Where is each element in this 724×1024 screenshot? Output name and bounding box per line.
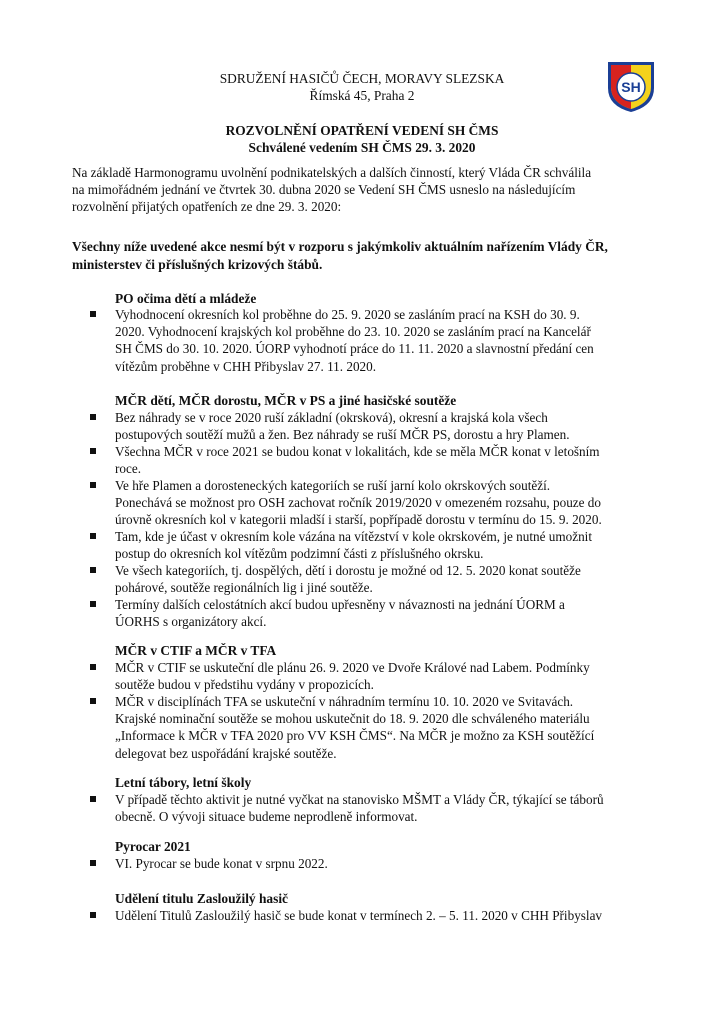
list-item-line: Ve všech kategoriích, tj. dospělých, dětí i dorostu je možné od 12. 5. 2020 konat soutěže bbox=[115, 563, 581, 578]
list-item-line: úrovně okresních kol v kategorii mladší i starší, popřípadě dorostu v termínu do 15. 9. 2020. bbox=[115, 512, 602, 528]
list-item-line: VI. Pyrocar se bude konat v srpnu 2022. bbox=[115, 856, 328, 871]
section-heading-mcr: MČR dětí, MČR dorostu, MČR v PS a jiné hasičské soutěže bbox=[115, 393, 457, 408]
logo-text: SH bbox=[621, 79, 641, 95]
bullet-icon bbox=[90, 796, 96, 802]
bullet-icon bbox=[90, 448, 96, 454]
warning-line: Všechny níže uvedené akce nesmí být v rozporu s jakýmkoliv aktuálním nařízením Vlády ČR, bbox=[72, 239, 608, 254]
list-item-line: ÚORHS s organizátory akcí. bbox=[115, 614, 267, 630]
list-item-line: soutěže budou v předstihu vydány v propozicích. bbox=[115, 677, 374, 693]
section-heading-po: PO očima dětí a mládeže bbox=[115, 291, 257, 306]
bullet-icon bbox=[90, 601, 96, 607]
bullet-icon bbox=[90, 414, 96, 420]
section-heading-titul: Udělení titulu Zasloužilý hasič bbox=[115, 891, 288, 906]
list-item-line: postup do okresních kol vítězům podzimní části z příslušného okrsku. bbox=[115, 546, 484, 562]
section-heading-tabory: Letní tábory, letní školy bbox=[115, 775, 252, 790]
list-item-line: 2020. Vyhodnocení krajských kol proběhne do 23. 10. 2020 se zasláním prací na Kancelář bbox=[115, 324, 591, 340]
bullet-icon bbox=[90, 860, 96, 866]
list-item-line: Všechna MČR v roce 2021 se budou konat v lokalitách, kde se měla MČR konat v letošním bbox=[115, 444, 600, 459]
list-item-line: postupových soutěží mužů a žen. Bez náhrady se ruší MČR PS, dorostu a hry Plamen. bbox=[115, 427, 570, 443]
document-title: ROZVOLNĚNÍ OPATŘENÍ VEDENÍ SH ČMS bbox=[225, 123, 499, 138]
list-item-line: Bez náhrady se v roce 2020 ruší základní (okrsková), okresní a krajská kola všech bbox=[115, 410, 548, 425]
bullet-icon bbox=[90, 912, 96, 918]
organization-name: SDRUŽENÍ HASIČŮ ČECH, MORAVY SLEZSKA bbox=[219, 71, 505, 86]
bullet-icon bbox=[90, 482, 96, 488]
list-item-line: „Informace k MČR v TFA 2020 pro VV KSH ČMS“. Na MČR je možno za KSH soutěžící bbox=[115, 728, 595, 744]
intro-line: na mimořádném jednání ve čtvrtek 30. dubna 2020 se Vedení SH ČMS usneslo na následujícím bbox=[72, 182, 576, 198]
list-item-line: Krajské nominační soutěže se mohou uskutečnit do 18. 9. 2020 dle schváleného materiálu bbox=[115, 711, 590, 727]
list-item-line: Udělení Titulů Zasloužilý hasič se bude konat v termínech 2. – 5. 11. 2020 v CHH Přibyslav bbox=[115, 908, 603, 923]
bullet-icon bbox=[90, 311, 96, 317]
list-item-line: vítězům proběhne v CHH Přibyslav 27. 11. 2020. bbox=[115, 358, 377, 374]
document-subtitle: Schválené vedením SH ČMS 29. 3. 2020 bbox=[248, 140, 476, 155]
sh-cms-logo bbox=[602, 58, 660, 114]
bullet-icon bbox=[90, 698, 96, 704]
list-item-line: Tam, kde je účast v okresním kole vázána na vítězství v kole okrskovém, je nutné umožnit bbox=[115, 529, 592, 544]
bullet-icon bbox=[90, 664, 96, 670]
intro-line: rozvolnění přijatých opatřeních ze dne 29. 3. 2020: bbox=[72, 199, 342, 215]
list-item-line: Ve hře Plamen a dorosteneckých kategoriích se ruší jarní kolo okrskových soutěží. bbox=[115, 478, 551, 493]
list-item-line: V případě těchto aktivit je nutné vyčkat na stanovisko MŠMT a Vlády ČR, týkající se táborů bbox=[115, 792, 604, 807]
organization-address: Římská 45, Praha 2 bbox=[309, 88, 415, 103]
warning-paragraph bbox=[72, 238, 654, 273]
warning-line: ministerstev či příslušných krizových štábů. bbox=[72, 256, 323, 272]
list-item-line: MČR v CTIF se uskuteční dle plánu 26. 9. 2020 ve Dvoře Králové nad Labem. Podmínky bbox=[115, 660, 590, 675]
list-item-line: pohárové, soutěže regionálních lig i jiné soutěže. bbox=[115, 580, 373, 596]
list-item-line: obecně. O vývoji situace budeme neprodleně informovat. bbox=[115, 809, 418, 825]
list-item-line: SH ČMS do 30. 10. 2020. ÚORP vyhodnotí práce do 11. 11. 2020 a slavnostní předání cen bbox=[115, 341, 594, 357]
intro-paragraph bbox=[72, 164, 654, 216]
list-item-line: Termíny dalších celostátních akcí budou upřesněny v návaznosti na jednání ÚORM a bbox=[115, 597, 565, 612]
list-item-line: MČR v disciplínách TFA se uskuteční v náhradním termínu 10. 10. 2020 ve Svitavách. bbox=[115, 694, 574, 709]
section-heading-ctif: MČR v CTIF a MČR v TFA bbox=[115, 643, 277, 658]
list-item-line: Ponechává se možnost pro OSH zachovat ročník 2019/2020 v omezeném rozsahu, pouze do bbox=[115, 495, 601, 511]
list-item-line: roce. bbox=[115, 461, 141, 477]
bullet-icon bbox=[90, 567, 96, 573]
list-item-line: delegovat bez uspořádání krajské soutěže. bbox=[115, 745, 337, 761]
list-item-line: Vyhodnocení okresních kol proběhne do 25. 9. 2020 se zasláním prací na KSH do 30. 9. bbox=[115, 307, 580, 322]
intro-line: Na základě Harmonogramu uvolnění podnikatelských a dalších činností, který Vláda ČR schválila bbox=[72, 165, 592, 180]
section-heading-pyrocar: Pyrocar 2021 bbox=[115, 839, 191, 854]
bullet-icon bbox=[90, 533, 96, 539]
